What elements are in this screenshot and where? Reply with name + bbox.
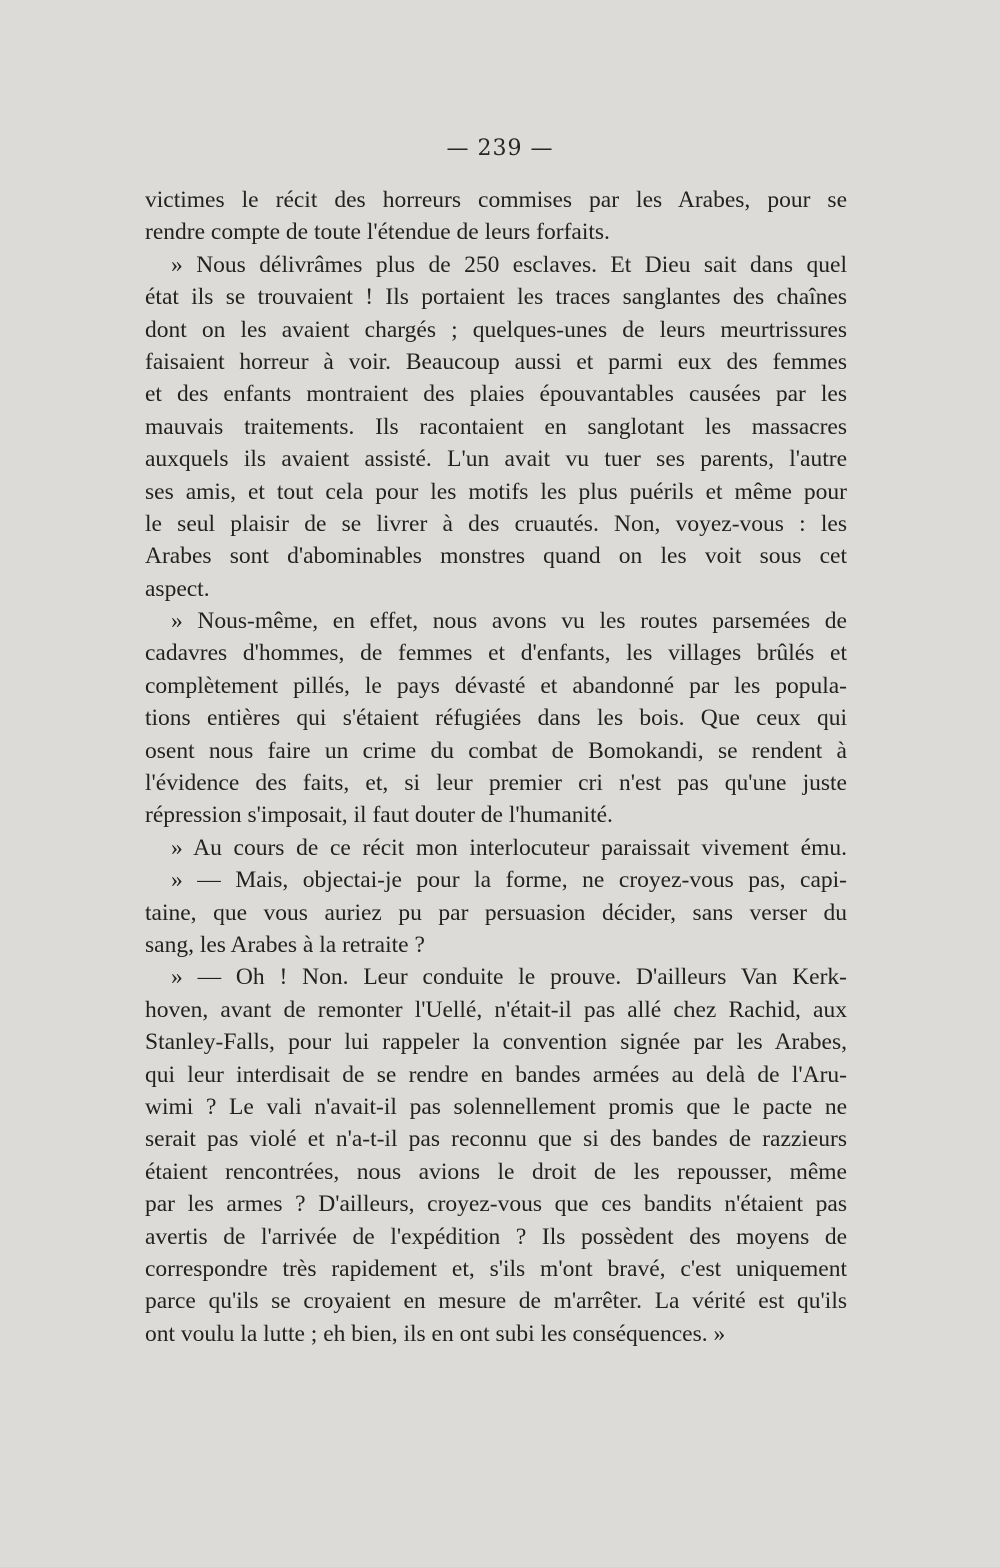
text-line: » — Mais, objectai-je pour la forme, ne croyez-vous pas, capi- [171,867,847,894]
text-line: état ils se trouvaient ! Ils portaient les traces sanglantes des chaînes [145,284,847,311]
text-line: ont voulu la lutte ; eh bien, ils en ont subi les conséquences. » [145,1320,726,1347]
body-text [145,184,847,1350]
text-line: auxquels ils avaient assisté. L'un avait vu tuer ses parents, l'autre [145,446,847,473]
text-line: Arabes sont d'abominables monstres quand on les voit sous cet [145,543,847,570]
text-line: avertis de l'arrivée de l'expédition ? Ils possèdent des moyens de [145,1223,847,1250]
text-line: Stanley-Falls, pour lui rappeler la convention signée par les Arabes, [145,1029,847,1056]
text-line: qui leur interdisait de se rendre en bandes armées au delà de l'Aru- [145,1061,847,1088]
text-line: aspect. [145,575,210,602]
page-number: — 239 — [446,136,554,161]
text-line: cadavres d'hommes, de femmes et d'enfants, les villages brûlés et [145,640,847,667]
text-line: complètement pillés, le pays dévasté et abandonné par les popula- [145,672,847,699]
text-line: victimes le récit des horreurs commises par les Arabes, pour se [145,187,847,213]
text-line: sang, les Arabes à la retraite ? [145,931,425,958]
text-line: étaient rencontrées, nous avions le droit de les repousser, même [145,1158,847,1185]
text-line: wimi ? Le vali n'avait-il pas solennellement promis que le pacte ne [145,1093,847,1120]
text-line: faisaient horreur à voir. Beaucoup aussi et parmi eux des femmes [145,348,847,375]
text-line: dont on les avaient chargés ; quelques-unes de leurs meurtrissures [145,316,847,343]
text-line: correspondre très rapidement et, s'ils m'ont bravé, c'est uniquement [145,1255,847,1282]
text-line: » Nous délivrâmes plus de 250 esclaves. Et Dieu sait dans quel [171,251,847,278]
text-line: parce qu'ils se croyaient en mesure de m'arrêter. La vérité est qu'ils [145,1288,847,1315]
text-line: tions entières qui s'étaient réfugiées dans les bois. Que ceux qui [145,705,847,732]
text-line: » Au cours de ce récit mon interlocuteur paraissait vivement ému. [171,834,847,861]
text-line: rendre compte de toute l'étendue de leurs forfaits. [145,219,610,246]
text-line: hoven, avant de remonter l'Uellé, n'était-il pas allé chez Rachid, aux [145,996,847,1023]
text-line: » — Oh ! Non. Leur conduite le prouve. D'ailleurs Van Kerk- [171,964,847,991]
text-line: osent nous faire un crime du combat de Bomokandi, se rendent à [145,737,847,764]
text-line: par les armes ? D'ailleurs, croyez-vous que ces bandits n'étaient pas [145,1191,847,1218]
text-line: mauvais traitements. Ils racontaient en sanglotant les massacres [145,413,847,440]
text-line: l'évidence des faits, et, si leur premier cri n'est pas qu'une juste [145,770,847,797]
text-line: serait pas violé et n'a-t-il pas reconnu que si des bandes de razzieurs [145,1126,847,1153]
text-line: » Nous-même, en effet, nous avons vu les routes parsemées de [171,608,847,635]
text-line: et des enfants montraient des plaies épouvantables causées par les [145,381,847,408]
text-line: répression s'imposait, il faut douter de l'humanité. [145,802,613,829]
text-line: ses amis, et tout cela pour les motifs les plus puérils et même pour [145,478,847,505]
text-line: taine, que vous auriez pu par persuasion décider, sans verser du [145,899,847,926]
text-line: le seul plaisir de se livrer à des cruautés. Non, voyez-vous : les [145,510,847,537]
